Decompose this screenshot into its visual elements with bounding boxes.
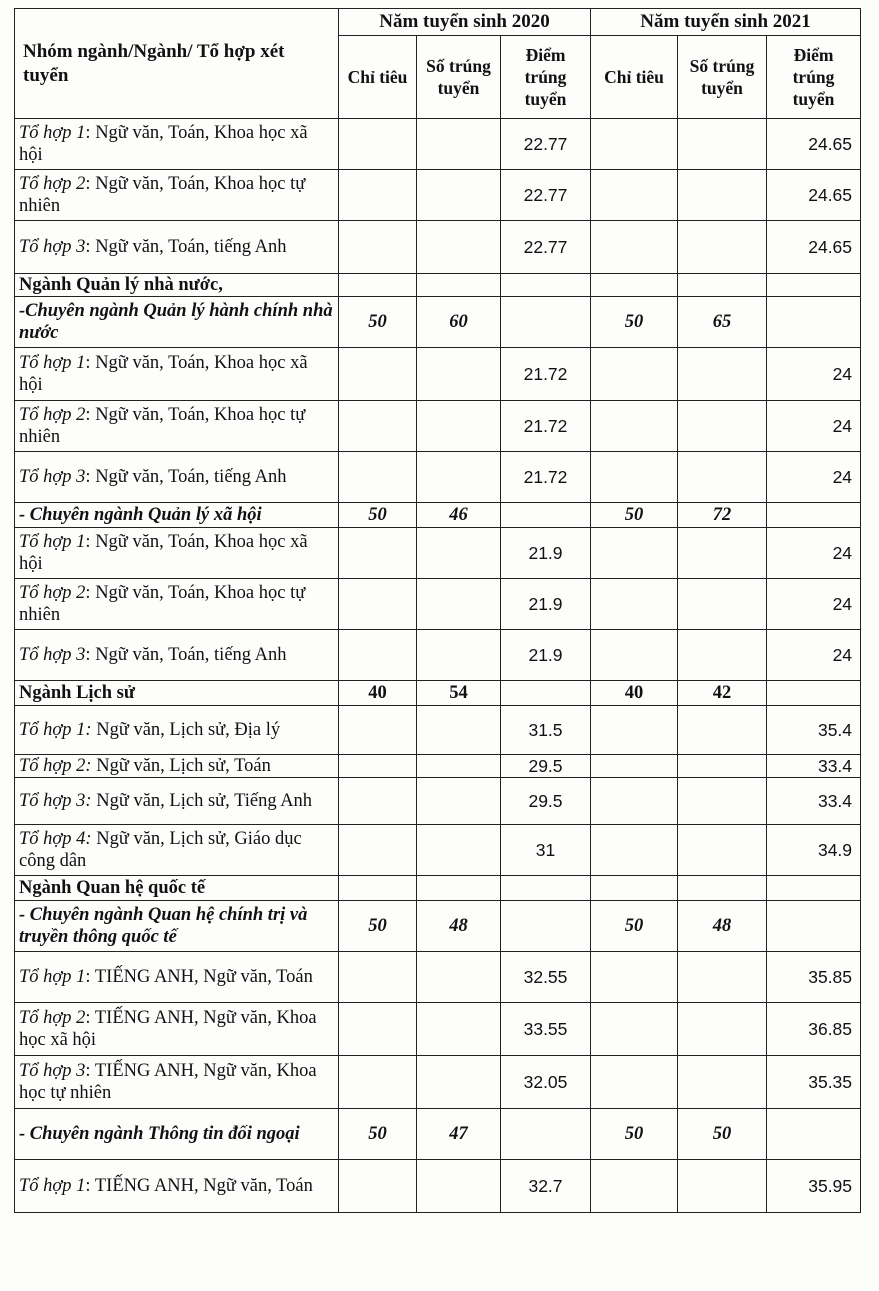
combination-label: Tổ hợp 3 (19, 467, 86, 487)
chi-tieu-2021-cell: 50 (591, 503, 678, 528)
so-trung-tuyen-2021-cell (678, 528, 767, 579)
combination-subjects: Ngữ văn, Toán, Khoa học tự nhiên (19, 405, 306, 447)
chi-tieu-2020-cell (339, 119, 417, 170)
diem-2021-cell (767, 1109, 861, 1160)
diem-2021-cell: 35.95 (767, 1160, 861, 1213)
table-row (15, 952, 861, 1003)
so-trung-tuyen-2020-cell (417, 274, 501, 297)
so-trung-tuyen-2021-cell (678, 1160, 767, 1213)
header-so-trung-tuyen-2021: Số trúng tuyển (678, 36, 767, 119)
so-trung-tuyen-2021-cell: 72 (678, 503, 767, 528)
diem-2020-cell: 32.05 (501, 1056, 591, 1109)
so-trung-tuyen-2021-cell (678, 401, 767, 452)
table-row (15, 1109, 861, 1160)
combination-cell (15, 825, 339, 876)
combination-label: Tổ hợp 1 (19, 123, 86, 143)
so-trung-tuyen-2021-cell (678, 274, 767, 297)
admissions-table (14, 8, 861, 1213)
combination-subjects: Ngữ văn, Toán, Khoa học xã hội (19, 123, 308, 165)
so-trung-tuyen-2020-cell (417, 952, 501, 1003)
chi-tieu-2021-cell (591, 401, 678, 452)
chi-tieu-2020-cell (339, 274, 417, 297)
combination-label: Tổ hợp 2 (19, 1008, 86, 1028)
so-trung-tuyen-2020-cell (417, 452, 501, 503)
diem-2021-cell (767, 681, 861, 706)
combination-cell (15, 1160, 339, 1213)
diem-2020-cell (501, 503, 591, 528)
table-row (15, 825, 861, 876)
chi-tieu-2020-cell (339, 825, 417, 876)
chi-tieu-2020-cell (339, 1056, 417, 1109)
diem-2021-cell: 24 (767, 401, 861, 452)
combination-separator: : (85, 174, 96, 194)
combination-cell (15, 452, 339, 503)
chi-tieu-2020-cell: 40 (339, 681, 417, 706)
chi-tieu-2021-cell (591, 452, 678, 503)
diem-2020-cell: 31.5 (501, 706, 591, 755)
diem-2020-cell (501, 876, 591, 901)
chi-tieu-2021-cell (591, 528, 678, 579)
so-trung-tuyen-2020-cell: 47 (417, 1109, 501, 1160)
so-trung-tuyen-2021-cell (678, 452, 767, 503)
table-body (15, 119, 861, 1213)
table-row (15, 528, 861, 579)
diem-2021-cell (767, 876, 861, 901)
header-diem-trung-tuyen-2021: Điểm trúng tuyển (767, 36, 861, 119)
diem-2021-cell: 24 (767, 630, 861, 681)
chi-tieu-2020-cell (339, 706, 417, 755)
table-header (15, 9, 861, 119)
combination-subjects: TIẾNG ANH, Ngữ văn, Toán (94, 967, 313, 987)
combination-subjects: TIẾNG ANH, Ngữ văn, Toán (94, 1176, 313, 1196)
diem-2021-cell (767, 901, 861, 952)
table-row (15, 1056, 861, 1109)
table-row (15, 755, 861, 778)
diem-2020-cell (501, 274, 591, 297)
header-diem-trung-tuyen-2020: Điểm trúng tuyển (501, 36, 591, 119)
table-row (15, 297, 861, 348)
so-trung-tuyen-2020-cell (417, 348, 501, 401)
diem-2020-cell (501, 1109, 591, 1160)
combination-separator: : (85, 967, 95, 987)
combination-subjects: Ngữ văn, Lịch sử, Tiếng Anh (96, 791, 313, 811)
combination-subjects: Ngữ văn, Toán, Khoa học tự nhiên (19, 174, 306, 216)
table-row (15, 1003, 861, 1056)
diem-2020-cell: 21.9 (501, 630, 591, 681)
so-trung-tuyen-2020-cell: 60 (417, 297, 501, 348)
chi-tieu-2021-cell: 40 (591, 681, 678, 706)
diem-2021-cell: 24.65 (767, 221, 861, 274)
combination-cell (15, 1003, 339, 1056)
diem-2021-cell: 36.85 (767, 1003, 861, 1056)
so-trung-tuyen-2021-cell (678, 630, 767, 681)
diem-2020-cell (501, 901, 591, 952)
table-row (15, 503, 861, 528)
so-trung-tuyen-2020-cell: 48 (417, 901, 501, 952)
so-trung-tuyen-2020-cell (417, 630, 501, 681)
so-trung-tuyen-2021-cell (678, 755, 767, 778)
chi-tieu-2020-cell (339, 401, 417, 452)
diem-2020-cell: 21.9 (501, 579, 591, 630)
combination-subjects: Ngữ văn, Toán, tiếng Anh (95, 467, 287, 487)
combination-separator: : (85, 123, 96, 143)
combination-label: Tổ hợp 2 (19, 174, 86, 194)
chi-tieu-2021-cell: 50 (591, 297, 678, 348)
chi-tieu-2021-cell (591, 778, 678, 825)
chi-tieu-2020-cell (339, 778, 417, 825)
chi-tieu-2021-cell (591, 755, 678, 778)
header-year-2021: Năm tuyển sinh 2021 (591, 9, 861, 36)
so-trung-tuyen-2020-cell (417, 401, 501, 452)
diem-2021-cell: 33.4 (767, 755, 861, 778)
chi-tieu-2020-cell: 50 (339, 901, 417, 952)
diem-2021-cell (767, 274, 861, 297)
specialization-cell: - Chuyên ngành Quản lý xã hội (15, 503, 339, 528)
major-cell: Ngành Quan hệ quốc tế (15, 876, 339, 901)
diem-2021-cell: 24.65 (767, 119, 861, 170)
diem-2020-cell: 32.7 (501, 1160, 591, 1213)
so-trung-tuyen-2021-cell (678, 1003, 767, 1056)
specialization-cell: - Chuyên ngành Thông tin đối ngoại (15, 1109, 339, 1160)
table-row (15, 681, 861, 706)
combination-label: Tổ hợp 2: (19, 756, 92, 776)
chi-tieu-2020-cell (339, 876, 417, 901)
diem-2020-cell (501, 681, 591, 706)
combination-cell (15, 1056, 339, 1109)
so-trung-tuyen-2021-cell (678, 579, 767, 630)
combination-subjects: Ngữ văn, Lịch sử, Toán (96, 756, 271, 776)
chi-tieu-2020-cell (339, 452, 417, 503)
diem-2020-cell: 21.72 (501, 348, 591, 401)
table-row (15, 706, 861, 755)
combination-label: Tổ hợp 1 (19, 967, 86, 987)
diem-2021-cell: 24.65 (767, 170, 861, 221)
table-row (15, 348, 861, 401)
combination-label: Tổ hợp 1 (19, 532, 86, 552)
diem-2020-cell (501, 297, 591, 348)
chi-tieu-2020-cell (339, 528, 417, 579)
so-trung-tuyen-2021-cell (678, 706, 767, 755)
diem-2020-cell: 21.9 (501, 528, 591, 579)
combination-label: Tổ hợp 1: (19, 720, 92, 740)
so-trung-tuyen-2020-cell (417, 528, 501, 579)
diem-2020-cell: 22.77 (501, 119, 591, 170)
combination-cell (15, 952, 339, 1003)
chi-tieu-2021-cell (591, 706, 678, 755)
combination-cell (15, 401, 339, 452)
combination-subjects: TIẾNG ANH, Ngữ văn, Khoa học tự nhiên (19, 1061, 317, 1103)
combination-separator: : (85, 1061, 95, 1081)
combination-subjects: Ngữ văn, Toán, tiếng Anh (95, 645, 287, 665)
chi-tieu-2021-cell (591, 348, 678, 401)
combination-subjects: Ngữ văn, Lịch sử, Giáo dục công dân (19, 829, 302, 871)
so-trung-tuyen-2020-cell (417, 1003, 501, 1056)
chi-tieu-2020-cell: 50 (339, 1109, 417, 1160)
combination-cell (15, 778, 339, 825)
combination-cell (15, 630, 339, 681)
combination-separator: : (85, 1008, 95, 1028)
combination-cell (15, 119, 339, 170)
chi-tieu-2020-cell (339, 1003, 417, 1056)
so-trung-tuyen-2021-cell (678, 221, 767, 274)
diem-2021-cell: 34.9 (767, 825, 861, 876)
diem-2020-cell: 29.5 (501, 755, 591, 778)
so-trung-tuyen-2020-cell: 46 (417, 503, 501, 528)
so-trung-tuyen-2020-cell (417, 221, 501, 274)
chi-tieu-2021-cell (591, 221, 678, 274)
combination-subjects: Ngữ văn, Lịch sử, Địa lý (96, 720, 281, 740)
so-trung-tuyen-2020-cell (417, 1056, 501, 1109)
combination-label: Tổ hợp 3 (19, 237, 86, 257)
header-chi-tieu-2020: Chỉ tiêu (339, 36, 417, 119)
so-trung-tuyen-2020-cell (417, 579, 501, 630)
diem-2020-cell: 32.55 (501, 952, 591, 1003)
table-row (15, 170, 861, 221)
table-row (15, 221, 861, 274)
table-row (15, 274, 861, 297)
diem-2021-cell: 24 (767, 348, 861, 401)
table-row (15, 1160, 861, 1213)
so-trung-tuyen-2021-cell (678, 119, 767, 170)
chi-tieu-2021-cell (591, 1160, 678, 1213)
combination-separator: : (85, 583, 96, 603)
diem-2020-cell: 22.77 (501, 170, 591, 221)
so-trung-tuyen-2021-cell (678, 348, 767, 401)
so-trung-tuyen-2020-cell (417, 755, 501, 778)
diem-2020-cell: 29.5 (501, 778, 591, 825)
major-cell: Ngành Quản lý nhà nước, (15, 274, 339, 297)
diem-2020-cell: 31 (501, 825, 591, 876)
combination-separator: : (85, 353, 96, 373)
combination-cell (15, 170, 339, 221)
so-trung-tuyen-2021-cell (678, 778, 767, 825)
specialization-cell: -Chuyên ngành Quản lý hành chính nhà nước (15, 297, 339, 348)
combination-separator: : (85, 1176, 95, 1196)
so-trung-tuyen-2021-cell: 50 (678, 1109, 767, 1160)
so-trung-tuyen-2020-cell: 54 (417, 681, 501, 706)
chi-tieu-2020-cell (339, 221, 417, 274)
so-trung-tuyen-2021-cell: 42 (678, 681, 767, 706)
table-row (15, 401, 861, 452)
chi-tieu-2021-cell (591, 274, 678, 297)
chi-tieu-2021-cell (591, 1003, 678, 1056)
diem-2020-cell: 21.72 (501, 452, 591, 503)
so-trung-tuyen-2020-cell (417, 119, 501, 170)
diem-2021-cell: 35.35 (767, 1056, 861, 1109)
chi-tieu-2021-cell: 50 (591, 901, 678, 952)
table-row (15, 876, 861, 901)
chi-tieu-2020-cell (339, 348, 417, 401)
so-trung-tuyen-2021-cell: 48 (678, 901, 767, 952)
chi-tieu-2020-cell (339, 630, 417, 681)
header-chi-tieu-2021: Chỉ tiêu (591, 36, 678, 119)
combination-cell (15, 528, 339, 579)
chi-tieu-2021-cell: 50 (591, 1109, 678, 1160)
combination-label: Tổ hợp 1 (19, 1176, 86, 1196)
major-cell: Ngành Lịch sử (15, 681, 339, 706)
so-trung-tuyen-2021-cell (678, 1056, 767, 1109)
so-trung-tuyen-2021-cell (678, 876, 767, 901)
combination-label: Tổ hợp 3: (19, 791, 92, 811)
diem-2020-cell: 33.55 (501, 1003, 591, 1056)
specialization-cell: - Chuyên ngành Quan hệ chính trị và truyền thông quốc tế (15, 901, 339, 952)
combination-label: Tổ hợp 3 (19, 1061, 86, 1081)
combination-subjects: Ngữ văn, Toán, tiếng Anh (95, 237, 287, 257)
combination-separator: : (85, 645, 96, 665)
chi-tieu-2021-cell (591, 1056, 678, 1109)
so-trung-tuyen-2021-cell: 65 (678, 297, 767, 348)
diem-2021-cell: 35.4 (767, 706, 861, 755)
combination-label: Tổ hợp 1 (19, 353, 86, 373)
so-trung-tuyen-2021-cell (678, 825, 767, 876)
chi-tieu-2021-cell (591, 579, 678, 630)
so-trung-tuyen-2020-cell (417, 170, 501, 221)
combination-cell (15, 579, 339, 630)
table-row (15, 119, 861, 170)
combination-cell (15, 706, 339, 755)
combination-subjects: Ngữ văn, Toán, Khoa học xã hội (19, 353, 308, 395)
diem-2020-cell: 21.72 (501, 401, 591, 452)
diem-2021-cell: 24 (767, 528, 861, 579)
combination-label: Tổ hợp 2 (19, 583, 86, 603)
chi-tieu-2021-cell (591, 119, 678, 170)
chi-tieu-2021-cell (591, 825, 678, 876)
header-name-column: Nhóm ngành/Ngành/ Tổ hợp xét tuyển (15, 9, 339, 119)
chi-tieu-2020-cell: 50 (339, 503, 417, 528)
combination-subjects: TIẾNG ANH, Ngữ văn, Khoa học xã hội (19, 1008, 317, 1050)
combination-label: Tổ hợp 2 (19, 405, 86, 425)
chi-tieu-2020-cell (339, 952, 417, 1003)
so-trung-tuyen-2020-cell (417, 1160, 501, 1213)
header-year-2020: Năm tuyển sinh 2020 (339, 9, 591, 36)
chi-tieu-2021-cell (591, 170, 678, 221)
combination-cell (15, 755, 339, 778)
chi-tieu-2020-cell (339, 755, 417, 778)
chi-tieu-2021-cell (591, 876, 678, 901)
combination-label: Tổ hợp 4: (19, 829, 92, 849)
combination-separator: : (85, 532, 96, 552)
diem-2021-cell (767, 297, 861, 348)
combination-separator: : (85, 467, 96, 487)
combination-cell (15, 348, 339, 401)
combination-subjects: Ngữ văn, Toán, Khoa học tự nhiên (19, 583, 306, 625)
chi-tieu-2020-cell (339, 1160, 417, 1213)
so-trung-tuyen-2020-cell (417, 825, 501, 876)
table-row (15, 630, 861, 681)
combination-label: Tổ hợp 3 (19, 645, 86, 665)
chi-tieu-2021-cell (591, 630, 678, 681)
combination-cell (15, 221, 339, 274)
combination-separator: : (85, 405, 96, 425)
diem-2021-cell: 35.85 (767, 952, 861, 1003)
header-so-trung-tuyen-2020: Số trúng tuyển (417, 36, 501, 119)
combination-separator: : (85, 237, 96, 257)
diem-2021-cell: 33.4 (767, 778, 861, 825)
so-trung-tuyen-2021-cell (678, 170, 767, 221)
so-trung-tuyen-2020-cell (417, 706, 501, 755)
so-trung-tuyen-2020-cell (417, 778, 501, 825)
chi-tieu-2020-cell (339, 170, 417, 221)
table-row (15, 452, 861, 503)
diem-2021-cell: 24 (767, 452, 861, 503)
chi-tieu-2020-cell (339, 579, 417, 630)
table-row (15, 901, 861, 952)
so-trung-tuyen-2020-cell (417, 876, 501, 901)
so-trung-tuyen-2021-cell (678, 952, 767, 1003)
table-row (15, 778, 861, 825)
chi-tieu-2021-cell (591, 952, 678, 1003)
diem-2020-cell: 22.77 (501, 221, 591, 274)
chi-tieu-2020-cell: 50 (339, 297, 417, 348)
table-row (15, 579, 861, 630)
diem-2021-cell: 24 (767, 579, 861, 630)
diem-2021-cell (767, 503, 861, 528)
combination-subjects: Ngữ văn, Toán, Khoa học xã hội (19, 532, 308, 574)
